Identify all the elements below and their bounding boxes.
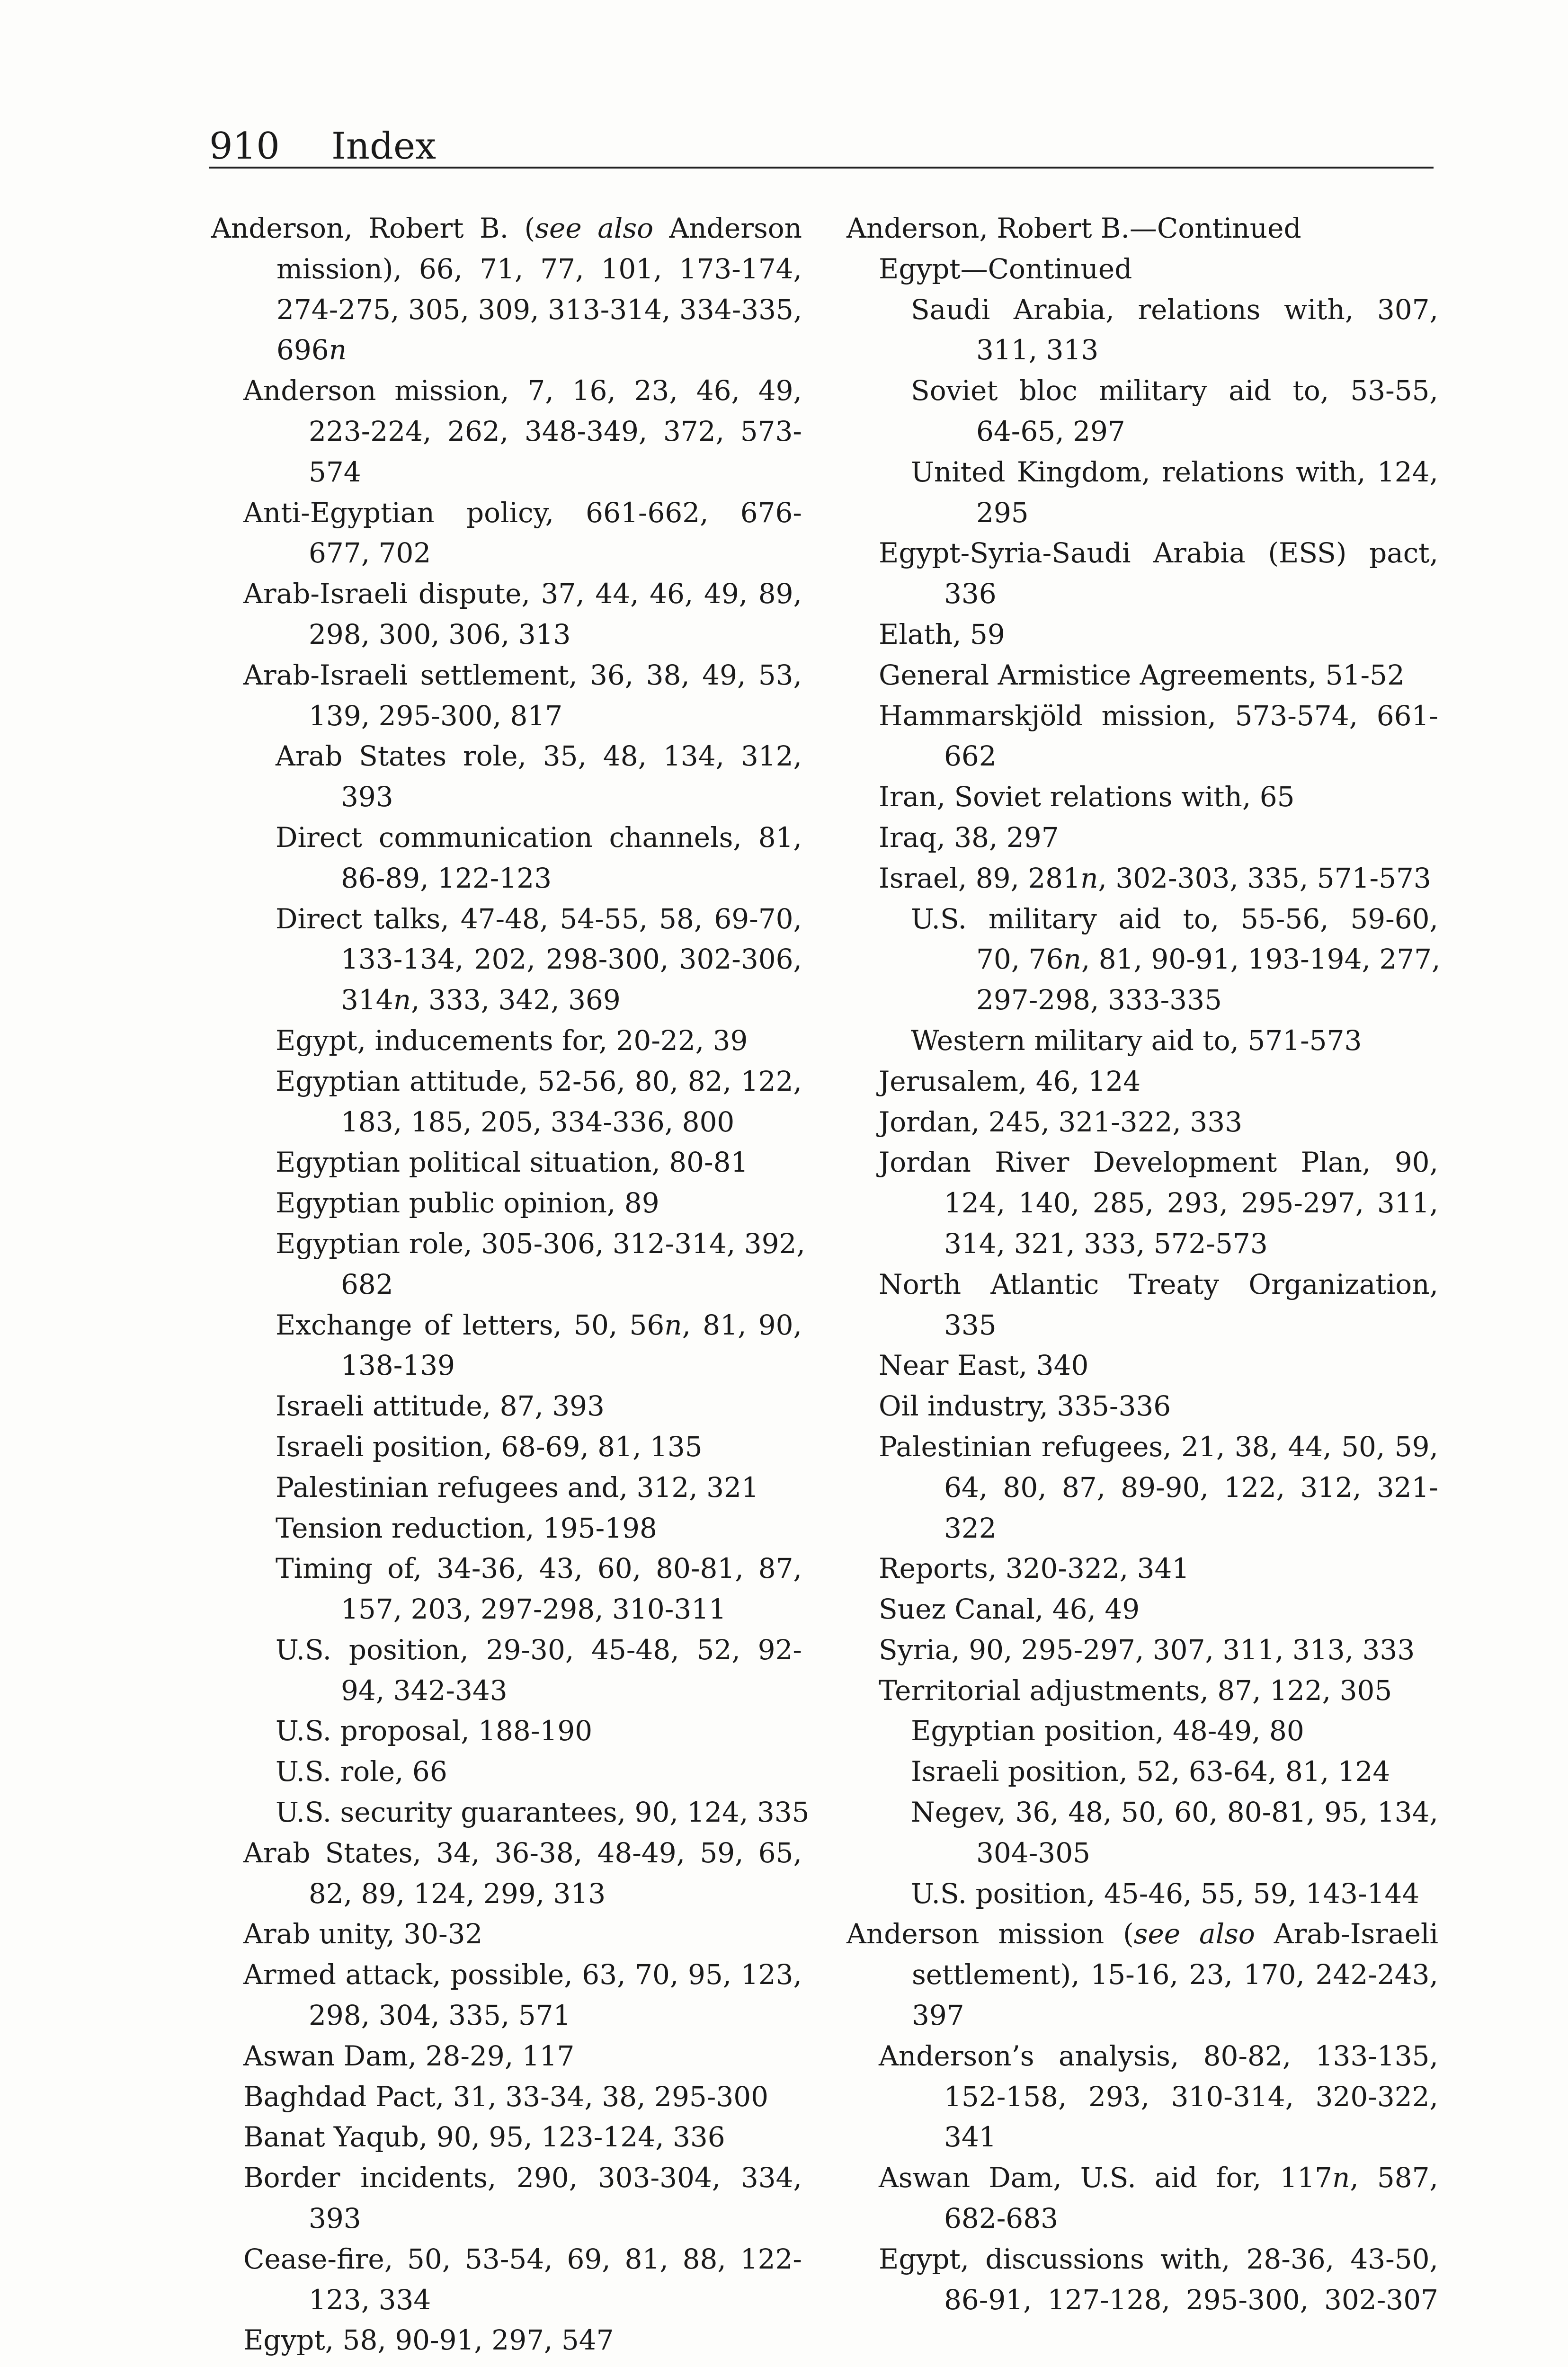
index-entry-line: Egypt—Continued <box>879 252 1132 285</box>
index-entry <box>846 1142 1438 1264</box>
index-entry <box>846 1630 1438 1671</box>
index-entry-line: Egyptian political situation, 80-81 <box>276 1146 748 1179</box>
index-entry-line: Syria, 90, 295-297, 307, 311, 313, 333 <box>879 1633 1415 1666</box>
index-entry-line: Jordan, 245, 321-322, 333 <box>879 1105 1242 1138</box>
index-entry <box>211 1792 810 1833</box>
index-entry-line: Hammarskjöld mission, 573-574, 661- <box>879 699 1438 732</box>
index-entry-continuation: mission), 66, 71, 77, 101, 173-174, <box>276 252 802 285</box>
index-entry-line: U.S. position, 45-46, 55, 59, 143-144 <box>911 1877 1420 1910</box>
index-entry-continuation: 314, 321, 333, 572-573 <box>944 1227 1268 1260</box>
index-column-right <box>846 208 1441 2320</box>
index-entry-line: Palestinian refugees, 21, 38, 44, 50, 59, <box>879 1430 1438 1463</box>
index-entry <box>846 1061 1438 1102</box>
index-entry-continuation: 86-91, 127-128, 295-300, 302-307 <box>944 2283 1438 2316</box>
index-entry <box>211 1752 802 1792</box>
index-entry <box>846 452 1438 534</box>
index-entry <box>211 1833 802 1914</box>
index-entry-line: Aswan Dam, U.S. aid for, 117n, 587, <box>879 2162 1438 2194</box>
index-entry-line: U.S. role, 66 <box>276 1755 447 1788</box>
index-entry-line: Near East, 340 <box>879 1349 1089 1382</box>
index-entry-line: Direct talks, 47-48, 54-55, 58, 69-70, <box>276 902 802 935</box>
index-entry-continuation: 82, 89, 124, 299, 313 <box>309 1877 606 1910</box>
index-entry-line: Anderson mission (see also Arab-Israeli <box>846 1918 1438 1950</box>
index-entry-line: Reports, 320-322, 341 <box>879 1552 1190 1585</box>
index-entry <box>211 574 802 655</box>
running-title: Index <box>331 125 437 168</box>
index-entry-line: Border incidents, 290, 303-304, 334, <box>243 2162 802 2194</box>
index-entry-continuation: 70, 76n, 81, 90-91, 193-194, 277, <box>976 943 1441 976</box>
index-entry <box>846 1914 1438 2036</box>
index-entry <box>846 1427 1438 1548</box>
index-entry-continuation: 574 <box>309 455 361 488</box>
index-entry-continuation: 322 <box>944 1512 997 1544</box>
index-entry <box>211 1305 802 1387</box>
index-entry-line: Israeli position, 68-69, 81, 135 <box>276 1430 703 1463</box>
index-entry-line: Baghdad Pact, 31, 33-34, 38, 295-300 <box>243 2080 769 2113</box>
index-entry-continuation: 123, 334 <box>309 2283 431 2316</box>
index-entry <box>846 899 1441 1021</box>
index-entry-line: United Kingdom, relations with, 124, <box>911 455 1438 488</box>
index-entry <box>846 2239 1438 2321</box>
index-entry <box>211 2320 802 2361</box>
index-entry-line: U.S. military aid to, 55-56, 59-60, <box>911 902 1438 935</box>
index-entry-line: Tension reduction, 195-198 <box>276 1512 657 1544</box>
index-entry-line: Palestinian refugees and, 312, 321 <box>276 1471 759 1504</box>
index-entry <box>211 493 802 574</box>
index-entry <box>211 1224 805 1305</box>
index-entry-line: Jordan River Development Plan, 90, <box>879 1146 1438 1179</box>
index-entry-continuation: 152-158, 293, 310-314, 320-322, <box>944 2080 1438 2113</box>
page-header <box>209 122 1434 169</box>
index-entry-continuation: 335 <box>944 1308 997 1341</box>
index-entry <box>211 1955 802 2036</box>
index-entry <box>846 533 1438 614</box>
index-entry-line: Arab States role, 35, 48, 134, 312, <box>276 740 802 773</box>
index-entry-line: Egyptian public opinion, 89 <box>276 1187 659 1219</box>
index-entry <box>846 2158 1438 2239</box>
index-entry-continuation: 298, 304, 335, 571 <box>309 1999 571 2032</box>
index-entry-line: Territorial adjustments, 87, 122, 305 <box>879 1674 1392 1707</box>
index-entry-line: Egypt, discussions with, 28-36, 43-50, <box>879 2242 1438 2275</box>
index-entry-continuation: 124, 140, 285, 293, 295-297, 311, <box>944 1187 1438 1219</box>
index-entry <box>211 818 802 899</box>
index-entry-line: Egypt, inducements for, 20-22, 39 <box>276 1024 748 1057</box>
index-entry-line: Anderson, Robert B.—Continued <box>846 212 1301 244</box>
index-entry-continuation: 274-275, 305, 309, 313-314, 334-335, <box>276 293 802 326</box>
index-entry-continuation: 157, 203, 297-298, 310-311 <box>341 1593 727 1626</box>
index-entry-line: Aswan Dam, 28-29, 117 <box>243 2039 575 2072</box>
index-entry-line: U.S. proposal, 188-190 <box>276 1715 593 1747</box>
index-entry-continuation: 139, 295-300, 817 <box>309 699 563 732</box>
index-entry-line: Negev, 36, 48, 50, 60, 80-81, 95, 134, <box>911 1796 1438 1829</box>
index-entry-continuation: 696n <box>276 334 347 366</box>
index-entry-continuation: 64, 80, 87, 89-90, 122, 312, 321- <box>944 1471 1438 1504</box>
index-entry <box>846 777 1438 818</box>
index-entry <box>846 2036 1438 2158</box>
index-entry <box>846 208 1438 249</box>
index-entry <box>846 249 1438 290</box>
index-entry-line: Anderson mission, 7, 16, 23, 46, 49, <box>243 374 802 407</box>
index-entry-line: Direct communication channels, 81, <box>276 821 802 854</box>
index-entry-continuation: 682 <box>341 1268 393 1300</box>
index-entry-continuation: 311, 313 <box>976 334 1099 366</box>
index-entry-line: Soviet bloc military aid to, 53-55, <box>911 374 1438 407</box>
index-entry-continuation: 304-305 <box>976 1836 1091 1869</box>
index-entry <box>846 1264 1438 1346</box>
index-entry-line: Arab unity, 30-32 <box>243 1918 483 1950</box>
index-entry-line: Saudi Arabia, relations with, 307, <box>911 293 1438 326</box>
index-entry <box>211 1427 802 1468</box>
index-entry-line: Egypt-Syria-Saudi Arabia (ESS) pact, <box>879 537 1438 570</box>
index-entry <box>211 736 802 818</box>
index-entry-continuation: 94, 342-343 <box>341 1674 508 1707</box>
index-entry <box>846 1102 1438 1143</box>
index-entry <box>211 1468 802 1508</box>
index-entry <box>846 1874 1438 1914</box>
index-entry <box>211 1183 802 1224</box>
index-entry-continuation: 298, 300, 306, 313 <box>309 618 571 650</box>
index-entry-line: Western military aid to, 571-573 <box>911 1024 1362 1057</box>
index-entry-line: Elath, 59 <box>879 618 1005 650</box>
index-entry-continuation: 223-224, 262, 348-349, 372, 573- <box>309 415 802 447</box>
index-entry-line: Iran, Soviet relations with, 65 <box>879 781 1295 813</box>
index-entry-continuation: settlement), 15-16, 23, 170, 242-243, <box>912 1958 1438 1991</box>
index-entry-line: Egyptian attitude, 52-56, 80, 82, 122, <box>276 1065 802 1097</box>
index-entry-continuation: 393 <box>309 2202 361 2235</box>
index-entry-continuation: 393 <box>341 781 393 813</box>
index-entry <box>211 1021 802 1061</box>
index-entry-continuation: 297-298, 333-335 <box>976 984 1222 1016</box>
page-number: 910 <box>209 125 280 168</box>
index-entry <box>211 2158 802 2239</box>
index-entry <box>211 2036 802 2077</box>
index-entry <box>846 858 1438 899</box>
index-entry <box>846 1589 1438 1630</box>
index-entry-continuation: 295 <box>976 496 1029 529</box>
index-entry-continuation: 336 <box>944 578 997 610</box>
index-entry-continuation: 682-683 <box>944 2202 1059 2235</box>
index-entry-continuation: 138-139 <box>341 1349 455 1382</box>
index-entry <box>846 655 1438 696</box>
index-entry-line: Jerusalem, 46, 124 <box>879 1065 1141 1097</box>
index-entry-continuation: 397 <box>912 1999 964 2032</box>
index-entry <box>846 1792 1438 1874</box>
index-entry-line: Timing of, 34-36, 43, 60, 80-81, 87, <box>276 1552 802 1585</box>
index-entry <box>846 818 1438 858</box>
index-entry-line: Egyptian role, 305-306, 312-314, 392, <box>276 1227 805 1260</box>
index-entry-continuation: 183, 185, 205, 334-336, 800 <box>341 1105 735 1138</box>
index-entry <box>211 1061 802 1143</box>
index-entry-line: Egyptian position, 48-49, 80 <box>911 1715 1304 1747</box>
index-entry <box>846 290 1438 371</box>
index-entry-continuation: 677, 702 <box>309 537 431 570</box>
index-entry-continuation: 64-65, 297 <box>976 415 1125 447</box>
index-entry <box>211 371 802 492</box>
index-entry-line: Oil industry, 335-336 <box>879 1390 1171 1423</box>
index-entry-line: U.S. security guarantees, 90, 124, 335 <box>276 1796 810 1829</box>
index-entry-line: U.S. position, 29-30, 45-48, 52, 92- <box>276 1633 802 1666</box>
index-entry-line: North Atlantic Treaty Organization, <box>879 1268 1438 1300</box>
index-entry <box>211 1914 802 1955</box>
index-entry <box>211 2117 802 2158</box>
index-entry <box>211 899 802 1021</box>
index-entry <box>846 1711 1438 1752</box>
index-entry <box>846 1752 1438 1792</box>
index-entry-line: Anderson, Robert B. (see also Anderson <box>211 212 802 244</box>
index-entry <box>211 1508 802 1549</box>
index-entry <box>846 1021 1438 1061</box>
index-entry-line: Exchange of letters, 50, 56n, 81, 90, <box>276 1308 802 1341</box>
index-entry <box>211 2239 802 2321</box>
index-entry <box>211 1548 802 1630</box>
index-entry <box>211 1142 802 1183</box>
index-entry <box>211 208 802 371</box>
index-entry-line: Banat Yaqub, 90, 95, 123-124, 336 <box>243 2121 725 2153</box>
index-entry <box>211 2077 802 2118</box>
index-entry-line: Egypt, 58, 90-91, 297, 547 <box>243 2324 614 2357</box>
index-entry-continuation: 86-89, 122-123 <box>341 862 552 894</box>
index-entry-line: Iraq, 38, 297 <box>879 821 1059 854</box>
index-entry-line: Israeli attitude, 87, 393 <box>276 1390 605 1423</box>
index-entry <box>846 1671 1438 1711</box>
index-entry-continuation: 133-134, 202, 298-300, 302-306, <box>341 943 802 976</box>
index-entry-line: Anderson’s analysis, 80-82, 133-135, <box>879 2039 1438 2072</box>
index-entry <box>846 1548 1438 1589</box>
index-entry-line: Anti-Egyptian policy, 661-662, 676- <box>243 496 802 529</box>
index-entry-line: Arab States, 34, 36-38, 48-49, 59, 65, <box>243 1836 802 1869</box>
index-entry-continuation: 314n, 333, 342, 369 <box>341 984 621 1016</box>
index-entry <box>846 614 1438 655</box>
index-entry-line: Arab-Israeli settlement, 36, 38, 49, 53, <box>243 658 802 691</box>
index-entry-line: Armed attack, possible, 63, 70, 95, 123, <box>243 1958 802 1991</box>
index-entry <box>846 696 1438 777</box>
index-entry <box>846 1386 1438 1427</box>
index-entry-line: Israeli position, 52, 63-64, 81, 124 <box>911 1755 1390 1788</box>
index-entry <box>211 1630 802 1711</box>
index-entry-line: Cease-fire, 50, 53-54, 69, 81, 88, 122- <box>243 2242 802 2275</box>
index-entry <box>846 371 1438 452</box>
index-entry <box>211 1386 802 1427</box>
index-entry-continuation: 341 <box>944 2121 997 2153</box>
index-entry <box>846 1345 1438 1386</box>
index-entry <box>211 1711 802 1752</box>
index-entry <box>211 655 802 737</box>
index-entry-line: Israel, 89, 281n, 302-303, 335, 571-573 <box>879 862 1431 894</box>
index-entry-line: Suez Canal, 46, 49 <box>879 1593 1140 1626</box>
index-entry-continuation: 662 <box>944 740 997 773</box>
index-entry-line: General Armistice Agreements, 51-52 <box>879 658 1405 691</box>
index-column-left <box>211 208 810 2361</box>
index-entry-line: Arab-Israeli dispute, 37, 44, 46, 49, 89, <box>243 578 802 610</box>
